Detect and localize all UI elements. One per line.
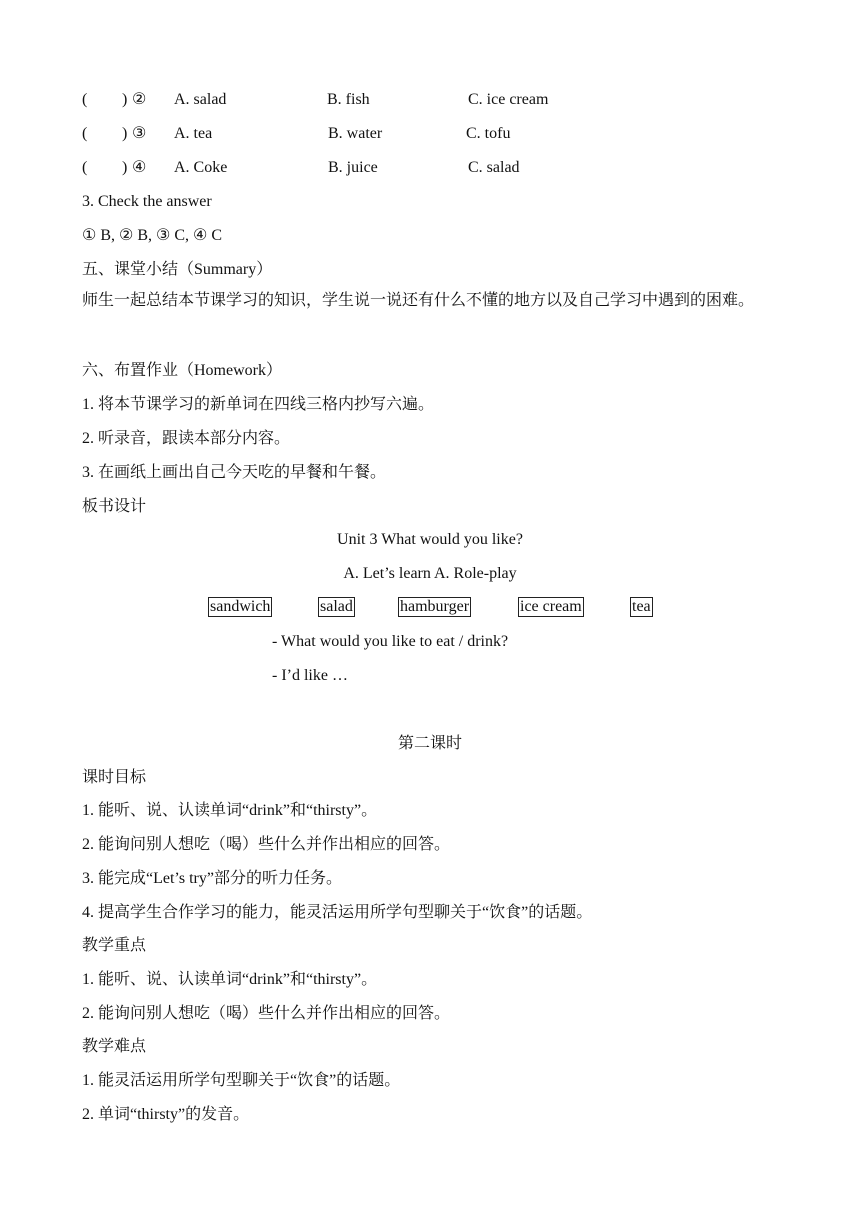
paren-close: ) — [122, 125, 128, 142]
quiz-number: ③ — [132, 125, 147, 142]
option-b: B. juice — [328, 159, 378, 176]
board-word: hamburger — [400, 598, 470, 615]
difficulty-item: 1. 能灵活运用所学句型聊关于“饮食”的话题。 — [82, 1072, 401, 1089]
option-a: A. tea — [174, 125, 213, 142]
option-a: A. Coke — [174, 159, 228, 176]
board-question: - What would you like to eat / drink? — [272, 633, 509, 650]
option-c: C. salad — [468, 159, 520, 176]
homework-item: 2. 听录音，跟读本部分内容。 — [82, 430, 291, 447]
paren-close: ) — [122, 159, 128, 176]
summary-heading: 五、课堂小结（Summary） — [82, 261, 273, 278]
difficulty-item: 2. 单词“thirsty”的发音。 — [82, 1106, 250, 1123]
paren-open: ( — [82, 125, 88, 142]
check-answer: ① B, ② B, ③ C, ④ C — [82, 227, 223, 244]
board-unit-title: Unit 3 What would you like? — [337, 531, 523, 548]
goal-item: 2. 能询问别人想吃（喝）些什么并作出相应的回答。 — [82, 836, 451, 853]
key-point-item: 1. 能听、说、认读单词“drink”和“thirsty”。 — [82, 971, 378, 988]
key-point-item: 2. 能询问别人想吃（喝）些什么并作出相应的回答。 — [82, 1005, 451, 1022]
board-word: tea — [632, 598, 651, 615]
board-heading: 板书设计 — [82, 498, 147, 515]
goal-item: 4. 提高学生合作学习的能力，能灵活运用所学句型聊关于“饮食”的话题。 — [82, 904, 593, 921]
option-c: C. ice cream — [468, 91, 549, 108]
option-c: C. tofu — [466, 125, 511, 142]
paren-open: ( — [82, 91, 88, 108]
goal-item: 3. 能完成“Let’s try”部分的听力任务。 — [82, 870, 342, 887]
summary-text: 师生一起总结本节课学习的知识，学生说一说还有什么不懂的地方以及自己学习中遇到的困难。 — [82, 292, 755, 309]
difficulty-heading: 教学难点 — [82, 1038, 147, 1055]
board-answer: - I’d like … — [272, 667, 348, 684]
option-a: A. salad — [174, 91, 227, 108]
option-b: B. fish — [327, 91, 370, 108]
goals-heading: 课时目标 — [82, 769, 147, 786]
key-points-heading: 教学重点 — [82, 937, 147, 954]
board-word: sandwich — [210, 598, 271, 615]
paren-open: ( — [82, 159, 88, 176]
paren-close: ) — [122, 91, 128, 108]
board-subtitle: A. Let’s learn A. Role-play — [343, 565, 517, 582]
goal-item: 1. 能听、说、认读单词“drink”和“thirsty”。 — [82, 802, 378, 819]
quiz-number: ② — [132, 91, 147, 108]
homework-item: 3. 在画纸上画出自己今天吃的早餐和午餐。 — [82, 464, 387, 481]
option-b: B. water — [328, 125, 383, 142]
check-title: 3. Check the answer — [82, 193, 212, 210]
homework-item: 1. 将本节课学习的新单词在四线三格内抄写六遍。 — [82, 396, 435, 413]
homework-heading: 六、布置作业（Homework） — [82, 362, 282, 379]
quiz-number: ④ — [132, 159, 147, 176]
board-word: salad — [320, 598, 353, 615]
board-word: ice cream — [520, 598, 582, 615]
lesson2-title: 第二课时 — [397, 735, 462, 752]
